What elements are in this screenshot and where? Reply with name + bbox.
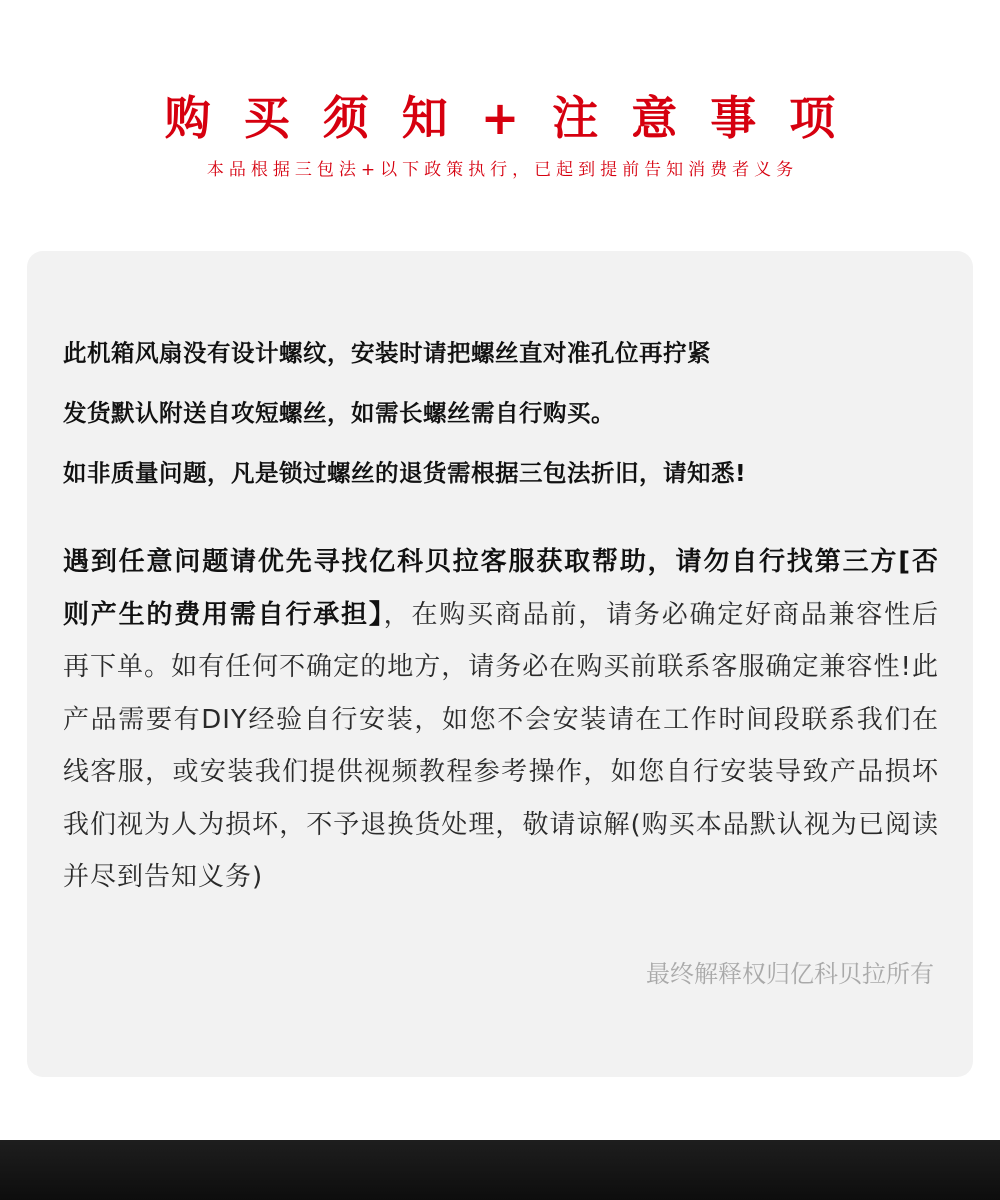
main-paragraph-body: ，在购买商品前，请务必确定好商品兼容性后再下单。如有任何不确定的地方，请务必在购买前联系客服确定兼容性!此产品需要有DIY经验自行安装，如您不会安装请在工作时间段联系我们在线客服，或安装我们提供视频教程参考操作，如您自行安装导致产品损坏我们视为人为损坏，不予退换货处理，敬请谅解(购买本品默认视为已阅读并尽到告知义务) xyxy=(63,599,939,892)
note-item: 如非质量问题，凡是锁过螺丝的退货需根据三包法折旧，请知悉! xyxy=(63,459,747,487)
page-subtitle: 本品根据三包法+以下政策执行，已起到提前告知消费者义务 xyxy=(206,160,799,180)
page-title: 购买须知+注意事项 xyxy=(164,91,869,145)
note-item: 此机箱风扇没有设计螺纹，安装时请把螺丝直对准孔位再拧紧 xyxy=(63,339,711,367)
main-paragraph-emphasis: 遇到任意问题请优先寻找亿科贝拉客服获取帮助，请勿自行找第三方[否则产生的费用需自行承担】 xyxy=(63,547,939,630)
header xyxy=(0,88,1000,182)
notes-list xyxy=(63,323,943,503)
rights-statement: 最终解释权归亿科贝拉所有 xyxy=(646,960,934,988)
main-paragraph xyxy=(63,536,939,904)
note-item: 发货默认附送自攻短螺丝，如需长螺丝需自行购买。 xyxy=(63,399,615,427)
bottom-dark-band xyxy=(0,1140,1000,1200)
